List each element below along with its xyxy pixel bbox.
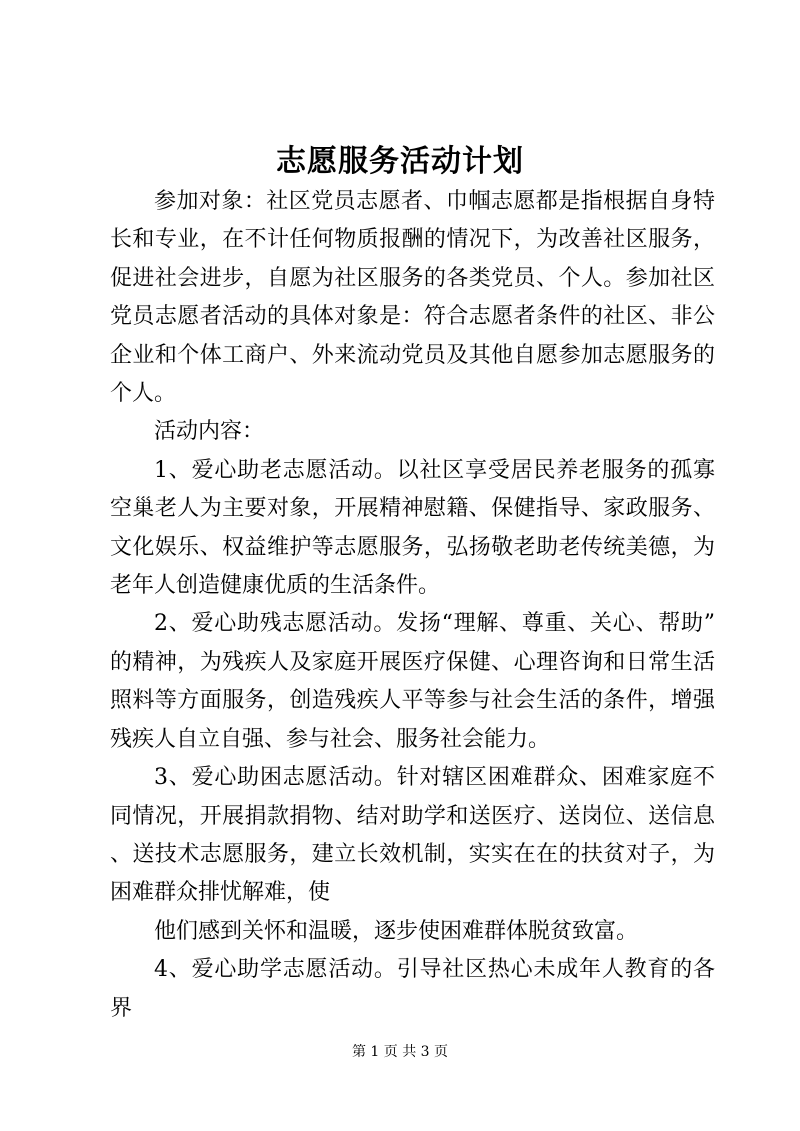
paragraph-education-support: 4、爱心助学志愿活动。引导社区热心未成年人教育的各界 — [110, 957, 715, 1021]
paragraph-poverty-continued: 他们感到关怀和温暖，逐步使困难群体脱贫致富。 — [154, 918, 639, 944]
paragraph-disability-support: 2、爱心助残志愿活动。发扬“理解、尊重、关心、帮助”的精神，为残疾人及家庭开展医疗保健、心理咨询和日常生活照料等方面服务，创造残疾人平等参与社会生活的条件，增强残疾人自立自强、参与社会、服务社会能力。 — [110, 611, 715, 752]
document-body — [110, 183, 715, 1028]
document-title: 志愿服务活动计划 — [276, 144, 524, 179]
paragraph-participants: 参加对象：社区党员志愿者、巾帼志愿都是指根据自身特长和专业，在不计任何物质报酬的情况下，为改善社区服务，促进社会进步，自愿为社区服务的各类党员、个人。参加社区党员志愿者活动的具体对象是：符合志愿者条件的社区、非公企业和个体工商户、外来流动党员及其他自愿参加志愿服务的个人。 — [110, 189, 715, 407]
paragraph-activity-heading: 活动内容： — [154, 419, 265, 445]
paragraph-elderly-support: 1、爱心助老志愿活动。以社区享受居民养老服务的孤寡空巢老人为主要对象，开展精神慰籍、保健指导、家政服务、文化娱乐、权益维护等志愿服务，弘扬敬老助老传统美德，为老年人创造健康优质的生活条件。 — [110, 457, 715, 599]
page-number-footer: 第 1 页 共 3 页 — [351, 1044, 449, 1060]
paragraph-poverty-support: 3、爱心助困志愿活动。针对辖区困难群众、困难家庭不同情况，开展捐款捐物、结对助学和送医疗、送岗位、送信息、送技术志愿服务，建立长效机制，实实在在的扶贫对子，为困难群众排忧解难，使 — [110, 765, 715, 906]
